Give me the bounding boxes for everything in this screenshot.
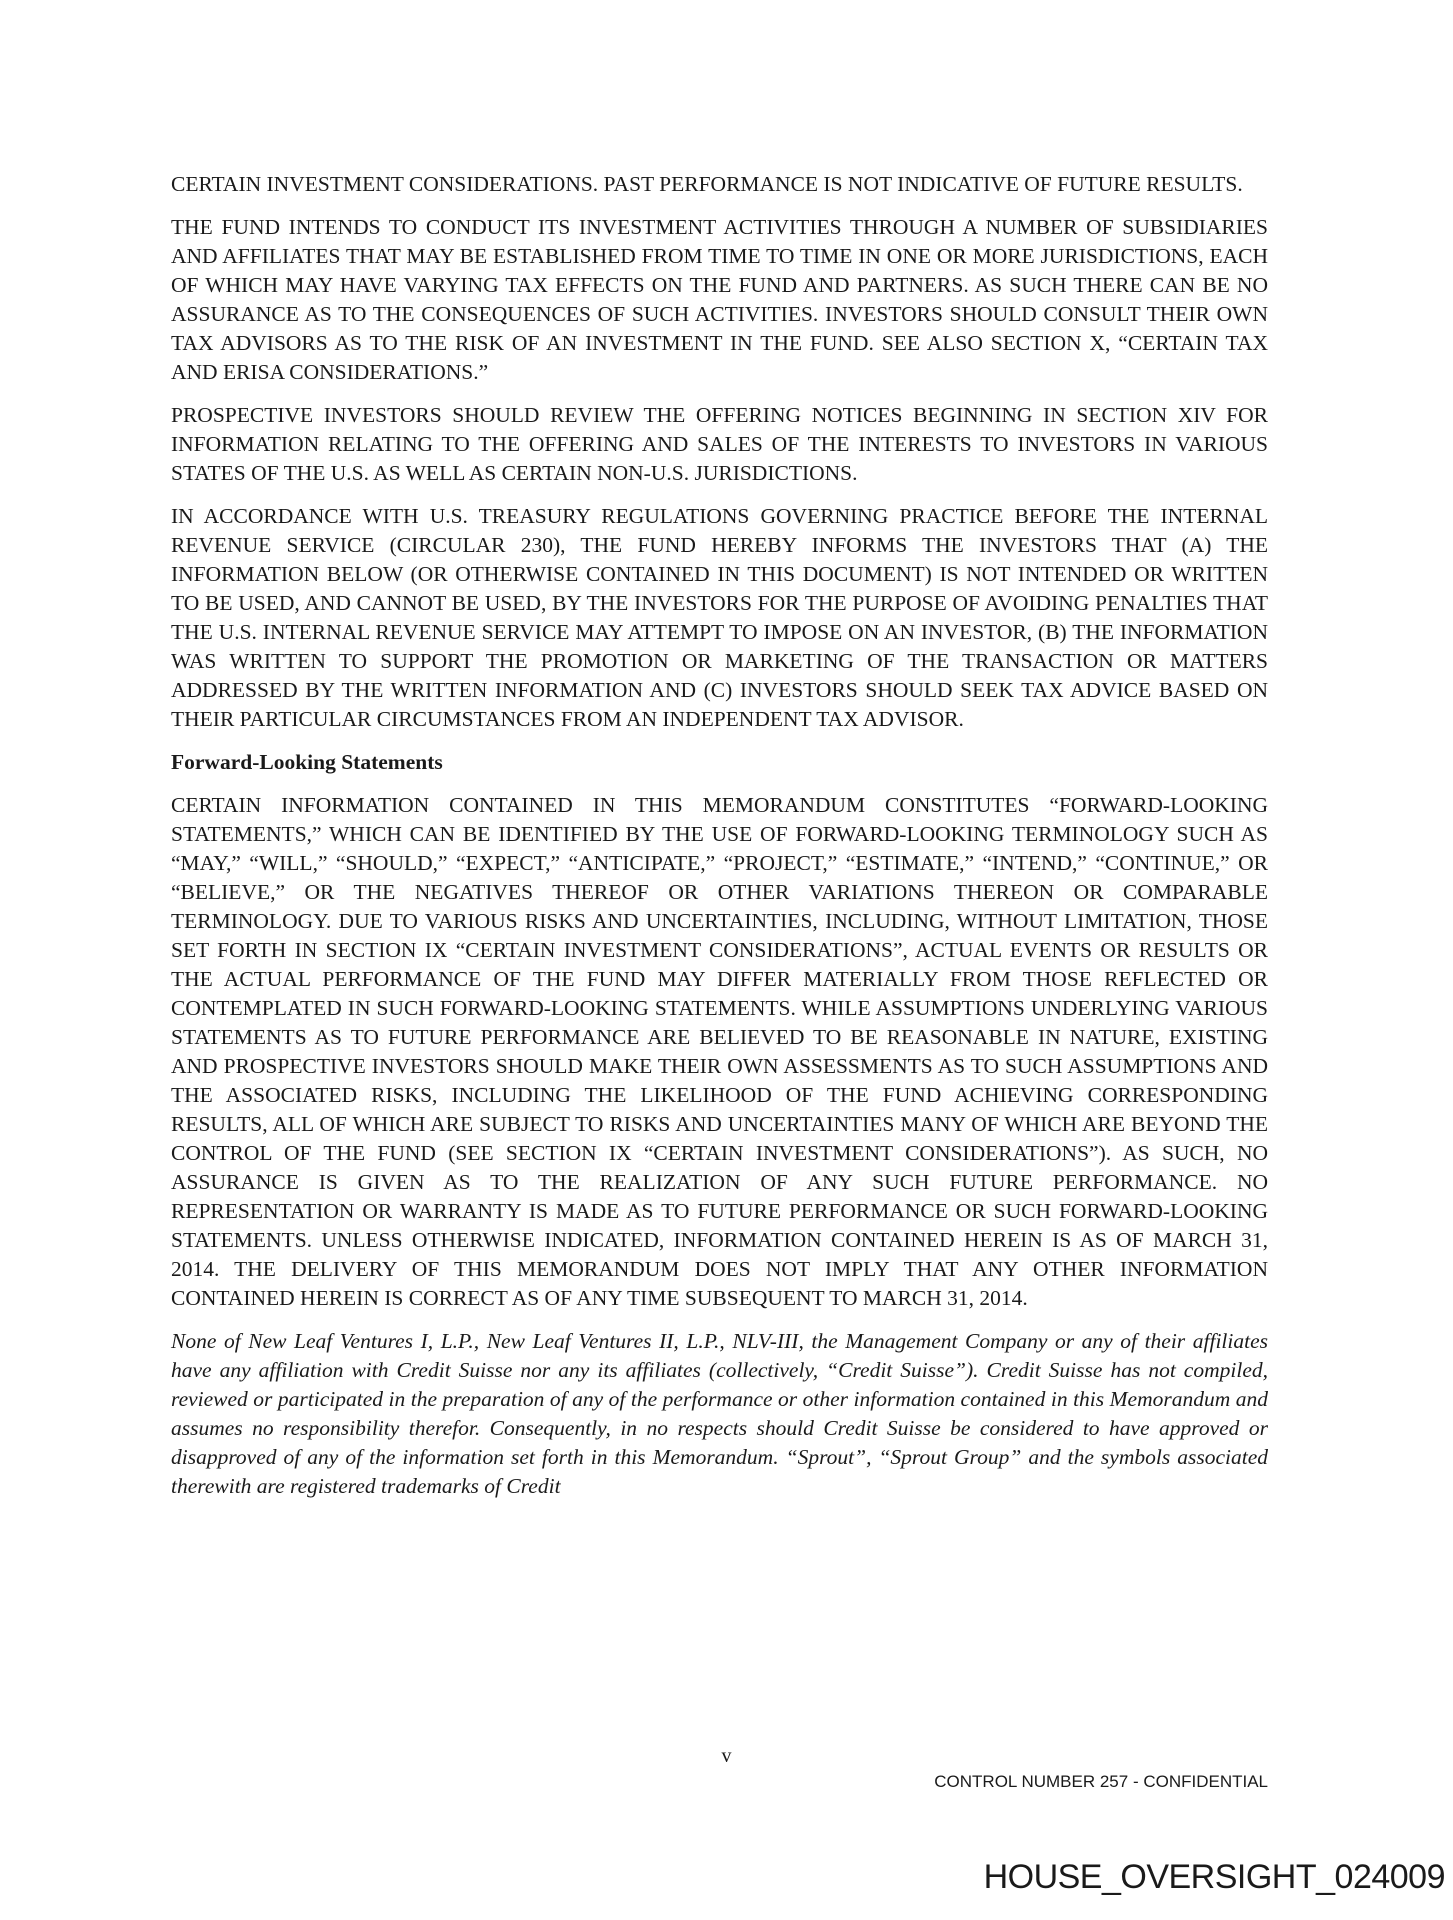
page-number: v bbox=[721, 1745, 732, 1767]
paragraph-forward-looking: CERTAIN INFORMATION CONTAINED IN THIS MEMORANDUM CONSTITUTES “FORWARD-LOOKING STATEMENTS,” WHICH CAN BE IDENTIFIED BY THE USE OF FORWARD-LOOKING TERMINOLOGY SUCH AS “MAY,” “WILL,” “SHOULD,” “EXPECT,” “ANTICIPATE,” “PROJECT,” “ESTIMATE,” “INTEND,” “CONTINUE,” OR “BELIEVE,” OR THE NEGATIVES THEREOF OR OTHER VARIATIONS THEREON OR COMPARABLE TERMINOLOGY. DUE TO VARIOUS RISKS AND UNCERTAINTIES, INCLUDING, WITHOUT LIMITATION, THOSE SET FORTH IN SECTION IX “CERTAIN INVESTMENT CONSIDERATIONS”, ACTUAL EVENTS OR RESULTS OR THE ACTUAL PERFORMANCE OF THE FUND MAY DIFFER MATERIALLY FROM THOSE REFLECTED OR CONTEMPLATED IN SUCH FORWARD-LOOKING STATEMENTS. WHILE ASSUMPTIONS UNDERLYING VARIOUS STATEMENTS AS TO FUTURE PERFORMANCE ARE BELIEVED TO BE REASONABLE IN NATURE, EXISTING AND PROSPECTIVE INVESTORS SHOULD MAKE THEIR OWN ASSESSMENTS AS TO SUCH ASSUMPTIONS AND THE ASSOCIATED RISKS, INCLUDING THE LIKELIHOOD OF THE FUND ACHIEVING CORRESPONDING RESULTS, ALL OF WHICH ARE SUBJECT TO RISKS AND UNCERTAINTIES MANY OF WHICH ARE BEYOND THE CONTROL OF THE FUND (SEE SECTION IX “CERTAIN INVESTMENT CONSIDERATIONS”). AS SUCH, NO ASSURANCE IS GIVEN AS TO THE REALIZATION OF ANY SUCH FUTURE PERFORMANCE. NO REPRESENTATION OR WARRANTY IS MADE AS TO FUTURE PERFORMANCE OR SUCH FORWARD-LOOKING STATEMENTS. UNLESS OTHERWISE INDICATED, INFORMATION CONTAINED HEREIN IS AS OF MARCH 31, 2014. THE DELIVERY OF THIS MEMORANDUM DOES NOT IMPLY THAT ANY OTHER INFORMATION CONTAINED HEREIN IS CORRECT AS OF ANY TIME SUBSEQUENT TO MARCH 31, 2014. bbox=[171, 793, 1268, 1310]
document-body bbox=[171, 170, 1268, 1515]
paragraph-subsidiaries-tax: THE FUND INTENDS TO CONDUCT ITS INVESTMENT ACTIVITIES THROUGH A NUMBER OF SUBSIDIARIES AND AFFILIATES THAT MAY BE ESTABLISHED FROM TIME TO TIME IN ONE OR MORE JURISDICTIONS, EACH OF WHICH MAY HAVE VARYING TAX EFFECTS ON THE FUND AND PARTNERS. AS SUCH THERE CAN BE NO ASSURANCE AS TO THE CONSEQUENCES OF SUCH ACTIVITIES. INVESTORS SHOULD CONSULT THEIR OWN TAX ADVISORS AS TO THE RISK OF AN INVESTMENT IN THE FUND. SEE ALSO SECTION X, “CERTAIN TAX AND ERISA CONSIDERATIONS.” bbox=[171, 215, 1268, 384]
paragraph-credit-suisse-disclaimer: None of New Leaf Ventures I, L.P., New Leaf Ventures II, L.P., NLV-III, the Management Company or any of their affiliates have any affiliation with Credit Suisse nor any its affiliates (collectively, “Credit Suisse”). Credit Suisse has not compiled, reviewed or participated in the preparation of any of the performance or other information contained in this Memorandum and assumes no responsibility therefor. Consequently, in no respects should Credit Suisse be considered to have approved or disapproved of any of the information set forth in this Memorandum. “Sprout”, “Sprout Group” and the symbols associated therewith are registered trademarks of Credit bbox=[171, 1329, 1268, 1498]
paragraph-investment-considerations: CERTAIN INVESTMENT CONSIDERATIONS. PAST PERFORMANCE IS NOT INDICATIVE OF FUTURE RESULTS. bbox=[171, 172, 1243, 196]
control-number: CONTROL NUMBER 257 - CONFIDENTIAL bbox=[934, 1772, 1268, 1791]
section-heading-forward-looking: Forward-Looking Statements bbox=[171, 750, 443, 774]
bates-number: HOUSE_OVERSIGHT_024009 bbox=[983, 1858, 1445, 1896]
paragraph-offering-notices: PROSPECTIVE INVESTORS SHOULD REVIEW THE OFFERING NOTICES BEGINNING IN SECTION XIV FOR INFORMATION RELATING TO THE OFFERING AND SALES OF THE INTERESTS TO INVESTORS IN VARIOUS STATES OF THE U.S. AS WELL AS CERTAIN NON-U.S. JURISDICTIONS. bbox=[171, 403, 1268, 485]
paragraph-circular-230: IN ACCORDANCE WITH U.S. TREASURY REGULATIONS GOVERNING PRACTICE BEFORE THE INTERNAL REVENUE SERVICE (CIRCULAR 230), THE FUND HEREBY INFORMS THE INVESTORS THAT (A) THE INFORMATION BELOW (OR OTHERWISE CONTAINED IN THIS DOCUMENT) IS NOT INTENDED OR WRITTEN TO BE USED, AND CANNOT BE USED, BY THE INVESTORS FOR THE PURPOSE OF AVOIDING PENALTIES THAT THE U.S. INTERNAL REVENUE SERVICE MAY ATTEMPT TO IMPOSE ON AN INVESTOR, (B) THE INFORMATION WAS WRITTEN TO SUPPORT THE PROMOTION OR MARKETING OF THE TRANSACTION OR MATTERS ADDRESSED BY THE WRITTEN INFORMATION AND (C) INVESTORS SHOULD SEEK TAX ADVICE BASED ON THEIR PARTICULAR CIRCUMSTANCES FROM AN INDEPENDENT TAX ADVISOR. bbox=[171, 504, 1268, 731]
